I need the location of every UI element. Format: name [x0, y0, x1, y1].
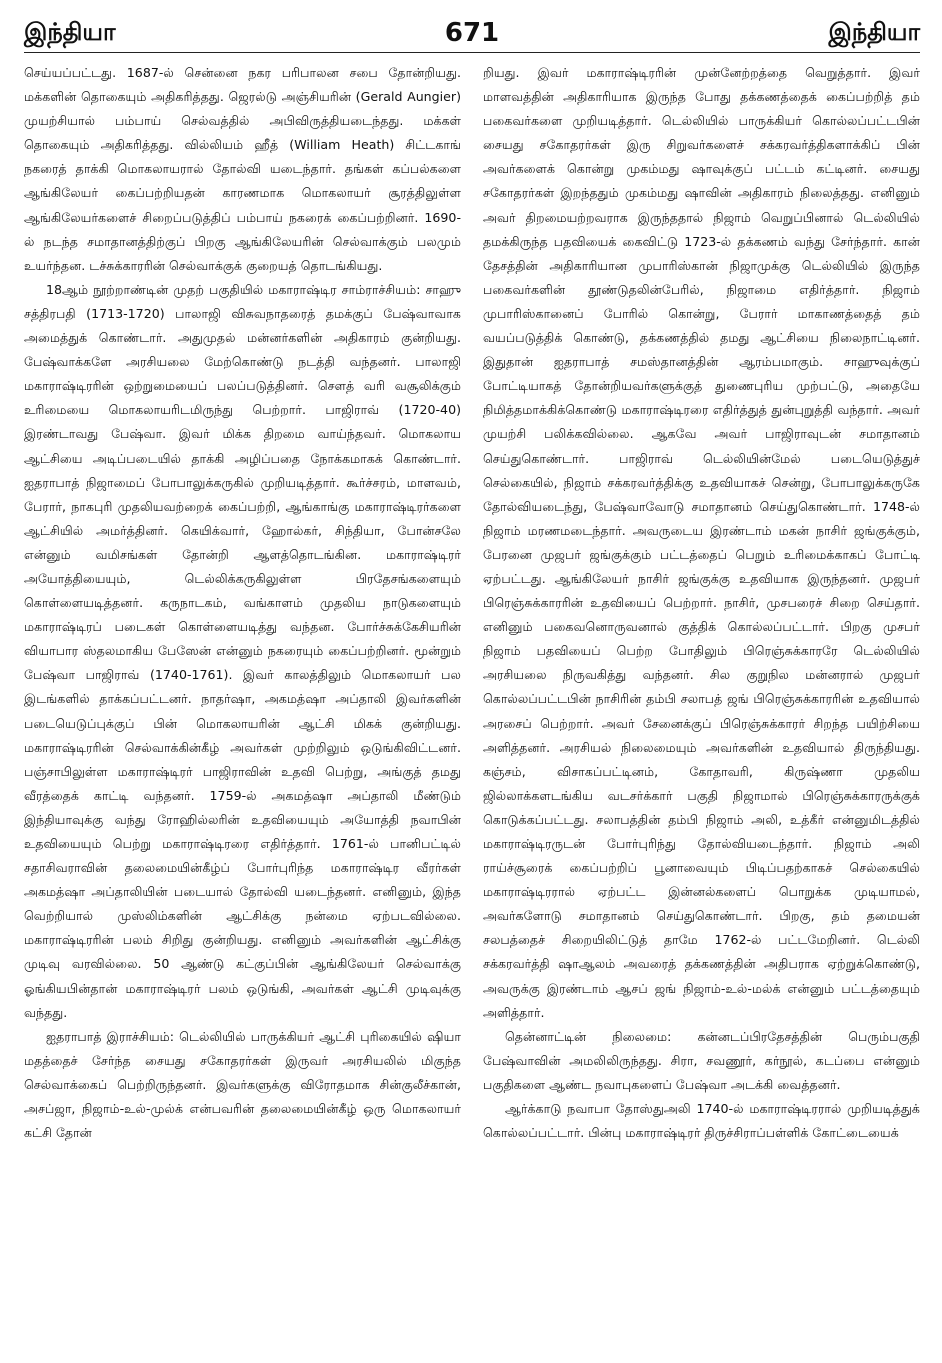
paragraph: றியது. இவர் மகாராஷ்டிரரின் முன்னேற்றத்தை வெறுத்தார். இவர் மாளவத்தின் அதிகாரியாக இருந்த போது தக்கணத்தைக் கைப்பற்றித் தம் பகைவர்களை முறியடித்தார். டெல்லியில் பாருக்கியர் கொல்லப்பட்டபின் சையது சகோதரர்கள் இரு சிறுவர்களைச் சக்கரவர்த்திகளாக்கிப் பின் அவர்களைக் கொன்று முகம்மது ஷாவுக்குப் பட்டம் கட்டினர். சையது சகோதரர்கள் இறந்ததும் முகம்மது ஷாவின் அதிகாரம் நிலைத்தது. எனினும் அவர் திறமையற்றவராக இருந்ததால் நிஜாம் வெறுப்பினால் டெல்லியில் தமக்கிருந்த பதவியைக் கைவிட்டு 1723-ல் தக்கணம் வந்து சேர்ந்தார். கான் தேசத்தின் அதிகாரியான முபாரிஸ்கான் நிஜாமுக்கு டெல்லியில் இருந்த பகைவர்களின் தூண்டுதலின்பேரில், நிஜாமை எதிர்த்தார். நிஜாம் முபாரிஸ்கானைப் போரில் கொன்று, பேரார் மாகாணத்தைத் தம் வயப்படுத்திக் கொண்டு, தக்கணத்தில் தமது ஆட்சியை நிலைநாட்டினர். இதுதான் ஐதராபாத் சமஸ்தானத்தின் ஆரம்பமாகும். சாஹுவுக்குப் போட்டியாகத் தோன்றியவர்களுக்குத் துணைபுரிய முற்பட்டு, அதையே நிமித்தமாக்கிக்கொண்டு மகாராஷ்டிரரை எதிர்த்துத் துன்புறுத்தி வந்தார். அவர் முயற்சி பலிக்கவில்லை. ஆகவே அவர் பாஜிராவுடன் சமாதானம் செய்துகொண்டார். பாஜிராவ் டெல்லியின்மேல் படையெடுத்துச் செல்கையில், நிஜாம் சக்கரவர்த்திக்கு உதவியாகச் சென்று, போபாலுக்கருகே தோல்வியடைந்து, பேஷ்வாவோடு சமாதானம் செய்துகொண்டார். 1748-ல் நிஜாம் மரணமடைந்தார். அவருடைய இரண்டாம் மகன் நாசிர் ஜங்குக்கும், பேரனை முஜபர் ஜங்குக்கும் பட்டத்தைப் பெறும் உரிமைக்காகப் போட்டி ஏற்பட்டது. ஆங்கிலேயர் நாசிர் ஜங்குக்கு உதவியாக இருந்தனர். முஜபர் பிரெஞ்சுக்காரரின் உதவியைப் பெற்றார். நாசிர், முசபரைச் சிறை செய்தார். எனினும் பகைவனொருவனால் குத்திக் கொல்லப்பட்டார். பிறகு முசபர் நிஜாம் பதவியைப் பெற்ற போதிலும் பிரெஞ்சுக்காரரே டெல்லியில் அரசியலை நிருவகித்து வந்தனர். சில குறுநில மன்னரால் முஜபர் கொல்லப்பட்டபின் நாசிரின் தம்பி சலாபத் ஜங் பிரெஞ்சுக்காரரின் உதவியால் அரசைப் பெற்றார். அவர் சேனைக்குப் பிரெஞ்சுக்காரர் சிறந்த பயிற்சியை அளித்தனர். அரசியல் நிலைமையும் அவர்களின் உதவியால் திருந்தியது. கஞ்சம், விசாகப்பட்டினம், கோதாவரி, கிருஷ்ணா முதலிய ஜில்லாக்களடங்கிய வடசர்க்கார் பகுதி நிஜாமால் பிரெஞ்சுக்காரருக்குக் கொடுக்கப்பட்டது. சலாபத்தின் தம்பி நிஜாம் அலி, உத்கீர் என்னுமிடத்தில் மகாராஷ்டிரருடன் போர்புரிந்து தோல்வியடைந்தார். நிஜாம் அலி ராய்ச்சூரைக் கைப்பற்றிப் பூனாவையும் பிடிப்பதற்காகச் செல்கையில் மகாராஷ்டிரரால் ஏற்பட்ட இன்னல்களைப் பொறுக்க முடியாமல், அவர்களோடு சமாதானம் செய்துகொண்டார். பிறகு, தம் தமையன் சலபத்தைச் சிறையிலிட்டுத் தாமே 1762-ல் பட்டமேறினர். டெல்லி சக்கரவர்த்தி ஷாஆலம் அவரைத் தக்கணத்தின் அதிபராக ஏற்றுக்கொண்டு, அவருக்கு இரண்டாம் ஆசப் ஜங் நிஜாம்-உல்-மல்க் என்னும் பட்டத்தையும் அளித்தார்.	[483, 65, 920, 1020]
paragraph: ஆர்க்காடு நவாபா தோஸ்துஅலி 1740-ல் மகாராஷ்டிரரால் முறியடித்துக் கொல்லப்பட்டார். பின்பு மகாராஷ்டிரர் திருச்சிராப்பள்ளிக் கோட்டையைக்	[483, 1101, 920, 1141]
running-title-right: இந்தியா	[828, 18, 920, 46]
left-column	[24, 61, 461, 1145]
page-number: 671	[444, 18, 500, 48]
right-column	[483, 61, 920, 1145]
paragraph: செய்யப்பட்டது. 1687-ல் சென்னை நகர பரிபாலன சபை தோன்றியது. மக்களின் தொகையும் அதிகரித்தது. ஜெரல்டு அஞ்சியரின் (Gerald Aungier) முயற்சியால் பம்பாய் செல்வத்தில் அபிவிருத்தியடைந்தது. மக்கள் தொகையும் அதிகரித்தது. வில்லியம் ஹீத் (William Heath) சிட்டகாங் நகரைத் தாக்கி மொகலாயரால் தோல்வி யடைந்தார். தங்கள் கப்பல்களை ஆங்கிலேயர் கைப்பற்றியதன் காரணமாக மொகலாயர் சூரத்திலுள்ள ஆங்கிலேயர்களைச் சிறைப்படுத்திப் பம்பாய் நகரைக் கைப்பற்றினர். 1690-ல் நடந்த சமாதானத்திற்குப் பிறகு ஆங்கிலேயரின் செல்வாக்கும் பலமும் உயர்ந்தன. டச்சுக்காரரின் செல்வாக்குக் குறையத் தொடங்கியது.	[24, 65, 461, 273]
page-header	[24, 12, 920, 53]
paragraph: ஐதராபாத் இராச்சியம்: டெல்லியில் பாருக்கியர் ஆட்சி புரிகையில் ஷியா மதத்தைச் சேர்ந்த சையது சகோதரர்கள் இருவர் அரசியலில் மிகுந்த செல்வாக்கைப் பெற்றிருந்தனர். இவர்களுக்கு விரோதமாக சின்குலீச்கான், அசப்ஜா, நிஜாம்-உல்-முல்க் என்பவரின் தலைமையின்கீழ் ஒரு மொகலாயர் கட்சி தோன்	[24, 1028, 461, 1141]
paragraph: தென்னாட்டின் நிலைமை: கன்னடப்பிரதேசத்தின் பெரும்பகுதி பேஷ்வாவின் அமலிலிருந்தது. சிரா, சவணூர், கர்நூல், கடப்பை என்னும் பகுதிகளை ஆண்ட நவாபுகளைப் பேஷ்வா அடக்கி வைத்தனர்.	[483, 1028, 920, 1092]
text-columns	[24, 61, 920, 1145]
running-title-left: இந்தியா	[24, 18, 116, 46]
paragraph: 18ஆம் நூற்றாண்டின் முதற் பகுதியில் மகாராஷ்டிர சாம்ராச்சியம்: சாஹு சத்திரபதி (1713-1720) பாலாஜி விசுவநாதரைத் தமக்குப் பேஷ்வாவாக அமைத்துக் கொண்டார். அதுமுதல் மன்னர்களின் அதிகாரம் குன்றியது. பேஷ்வாக்களே அரசியலை மேற்கொண்டு நடத்தி வந்தனர். பாலாஜி மகாராஷ்டிரரின் ஒற்றுமையைப் பலப்படுத்தினர். சௌத் வரி வசூலிக்கும் உரிமையை மொகலாயரிடமிருந்து பெற்றார். பாஜிராவ் (1720-40) இரண்டாவது பேஷ்வா. இவர் மிக்க திறமை வாய்ந்தவர். மொகலாய ஆட்சியை அடிப்படையில் தாக்கி அழிப்பதை நோக்கமாகக் கொண்டார். ஐதராபாத் நிஜாமைப் போபாலுக்கருகில் முறியடித்தார். கூர்ச்சரம், மாளவம், பேரார், நாகபுரி முதலியவற்றைக் கைப்பற்றி, ஆங்காங்கு மகாராஷ்டிரர்களை ஆட்சியில் அமர்த்தினர். கெயிக்வார், ஹோல்கர், சிந்தியா, போன்சலே என்னும் வமிசங்கள் தோன்றி ஆளத்தொடங்கின. மகாராஷ்டிரர் அயோத்தியையும், டெல்லிக்கருகிலுள்ள பிரதேசங்களையும் கொள்ளையடித்தனர். கருநாடகம், வங்காளம் முதலிய நாடுகளையும் மகாராஷ்டிரப் படைகள் கொள்ளையடித்து வந்தன. போர்ச்சுக்கேசியரின் வியாபார ஸ்தலமாகிய பேஸேன் என்னும் நகரையும் கைப்பற்றினர். மூன்றும் பேஷ்வா பாஜிராவ் (1740-1761). இவர் காலத்திலும் மொகலாயர் பல இடங்களில் தாக்கப்பட்டனர். நாதர்ஷா, அகமத்ஷா அப்தாலி இவர்களின் படையெடுப்புக்குப் பின் மொகலாயரின் ஆட்சி மிகக் குன்றியது. மகாராஷ்டிரரின் செல்வாக்கின்கீழ் அவர்கள் முற்றிலும் ஒடுங்கிவிட்டனர். பஞ்சாபிலுள்ள மகாராஷ்டிரர் பாஜிராவின் உதவி பெற்று, அங்குத் தமது வீரத்தைக் காட்டி வந்தனர். 1759-ல் அகமத்ஷா அப்தாலி மீண்டும் இந்தியாவுக்கு வந்து ரோஹில்லரின் உதவியையும் அயோத்தி நவாபின் உதவியையும் பெற்று மகாராஷ்டிரரை எதிர்த்தார். 1761-ல் பானிபட்டில் சதாசிவராவின் தலைமையின்கீழ்ப் போர்புரிந்த மகாராஷ்டிர வீரர்கள் அகமத்ஷா அப்தாலியின் படையால் தோல்வி யடைந்தனர். எனினும், இந்த வெற்றியால் முஸ்லிம்களின் ஆட்சிக்கு நன்மை ஏற்படவில்லை. மகாராஷ்டிரரின் பலம் சிறிது குன்றியது. எனினும் அவர்களின் ஆட்சிக்கு முடிவு வரவில்லை. 50 ஆண்டு கட்குப்பின் ஆங்கிலேயர் செல்வாக்கு ஓங்கியபின்தான் மகாராஷ்டிரர் பலம் ஒடுங்கி, அவர்கள் ஆட்சி முடிவுக்கு வந்தது.	[24, 281, 461, 1020]
